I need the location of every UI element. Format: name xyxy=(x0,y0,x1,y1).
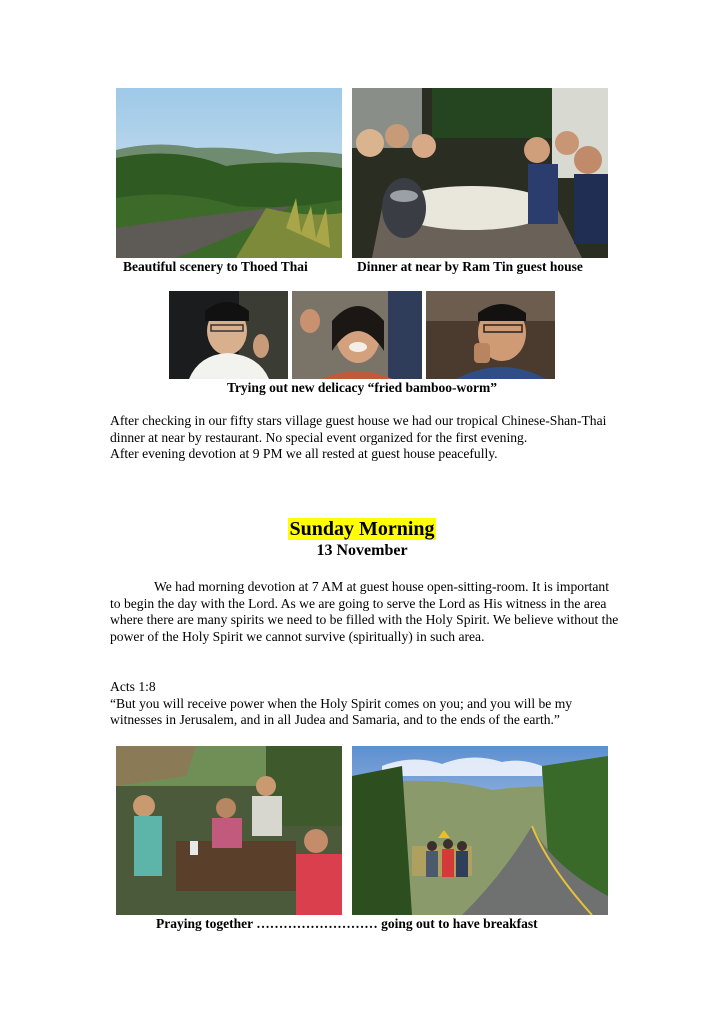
bamboo-worm-photo-3 xyxy=(426,291,555,379)
section-title: Sunday Morning xyxy=(289,518,435,540)
praying-photo xyxy=(116,746,342,915)
delicacy-caption: Trying out new delicacy “fried bamboo-worm” xyxy=(226,380,498,395)
scenery-photo xyxy=(116,88,342,258)
bamboo-worm-photo-2 xyxy=(292,291,422,379)
scenery-caption: Beautiful scenery to Thoed Thai xyxy=(123,259,308,274)
intro-text xyxy=(110,413,622,463)
bamboo-worm-photo-1 xyxy=(169,291,288,379)
intro-paragraph-1: After checking in our fifty stars village guest house we had our tropical Chinese-Shan-Thai dinner at near by restaurant. No special event organized for the first evening. xyxy=(110,413,607,445)
dinner-photo xyxy=(352,88,608,258)
devotion-paragraph: We had morning devotion at 7 AM at guest house open-sitting-room. It is important to begin the day with the Lord. As we are going to serve the Lord as His witness in the area where there are many spirits we need to be filled with the Holy Spirit. We believe without the power of the Holy Spirit we cannot survive (spiritually) in such area. xyxy=(110,579,619,644)
dinner-caption: Dinner at near by Ram Tin guest house xyxy=(357,259,583,274)
intro-paragraph-2: After evening devotion at 9 PM we all rested at guest house peacefully. xyxy=(110,446,498,462)
verse-reference: Acts 1:8 xyxy=(110,679,156,694)
devotion-text xyxy=(110,579,622,645)
verse-text: “But you will receive power when the Holy Spirit comes on you; and you will be my witnesses in Jerusalem, and in all Judea and Samaria, and to the ends of the earth.” xyxy=(110,695,573,728)
bottom-caption: Praying together ……………………… going out to have breakfast xyxy=(156,916,538,931)
scripture-block xyxy=(110,679,622,729)
section-date: 13 November xyxy=(316,542,408,559)
breakfast-walk-photo xyxy=(352,746,608,915)
